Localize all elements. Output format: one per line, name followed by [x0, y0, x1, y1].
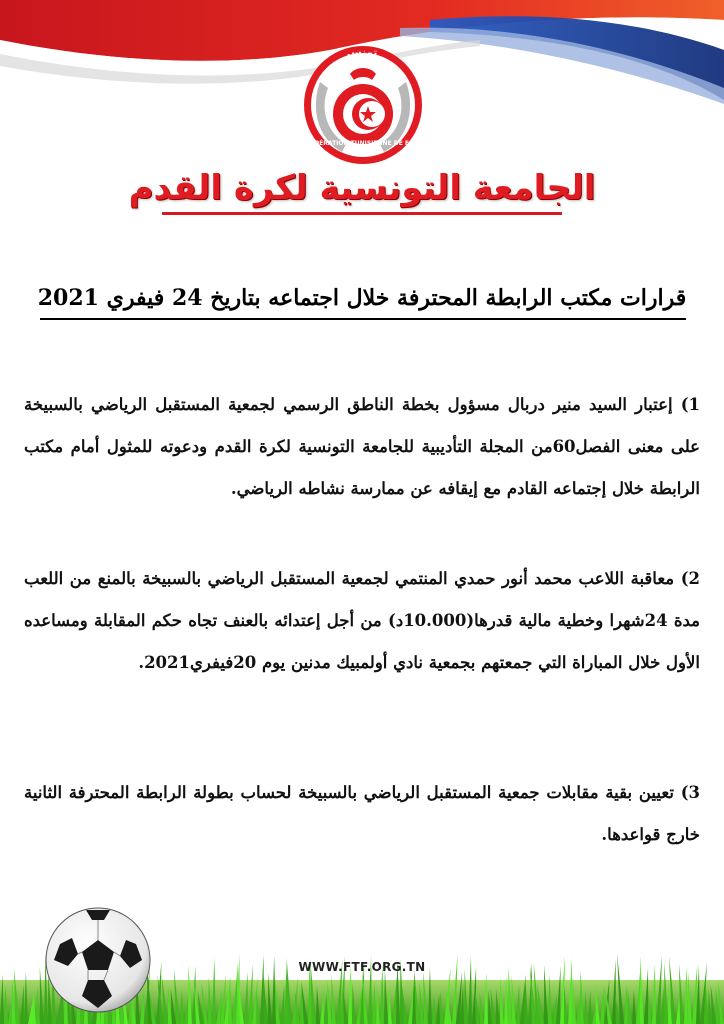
federation-name: الجامعة التونسية لكرة القدم: [128, 168, 596, 208]
decision-paragraph-1: 1) إعتبار السيد منير دربال مسؤول بخطة الناطق الرسمي لجمعية المستقبل الرياضي بالسبيخة على معنى الفصل60من المجلة التأديبية للجامعة التونسية لكرة القدم ودعوته للمثول أمام مكتب الرابطة خلال إجتماعه القادم مع إيقافه عن ممارسة نشاطه الرياضي.: [24, 395, 700, 498]
decision-paragraph-3: 3) تعيين بقية مقابلات جمعية المستقبل الرياضي بالسبيخة لحساب بطولة الرابطة المحترفة الثانية خارج قواعدها.: [24, 783, 700, 844]
logo-top-text: تونس: [346, 46, 378, 59]
soccer-ball-icon: [42, 904, 154, 1016]
decision-paragraph-2: 2) معاقبة اللاعب محمد أنور حمدي المنتمي لجمعية المستقبل الرياضي بالسبيخة بالمنع من اللعب مدة 24شهرا وخطية مالية قدرها(10.000د) من أجل إعتدائه بالعنف تجاه حكم المقابلة ومساعده الأول خلال المباراة التي جمعتهم بجمعية نادي أولمبيك مدنين يوم 20فيفري2021.: [24, 569, 701, 672]
website-url[interactable]: WWW.FTF.ORG.TN: [298, 960, 426, 974]
logo-ring-text: FÉDÉRATION TUNISIENNE DE FOOTBALL: [306, 140, 441, 147]
heading-underline: [40, 318, 686, 320]
ftf-logo: [302, 44, 441, 166]
federation-name-underline: [162, 212, 562, 215]
document-heading: قرارات مكتب الرابطة المحترفة خلال اجتماعه بتاريخ 24 فيفري 2021: [37, 285, 687, 311]
